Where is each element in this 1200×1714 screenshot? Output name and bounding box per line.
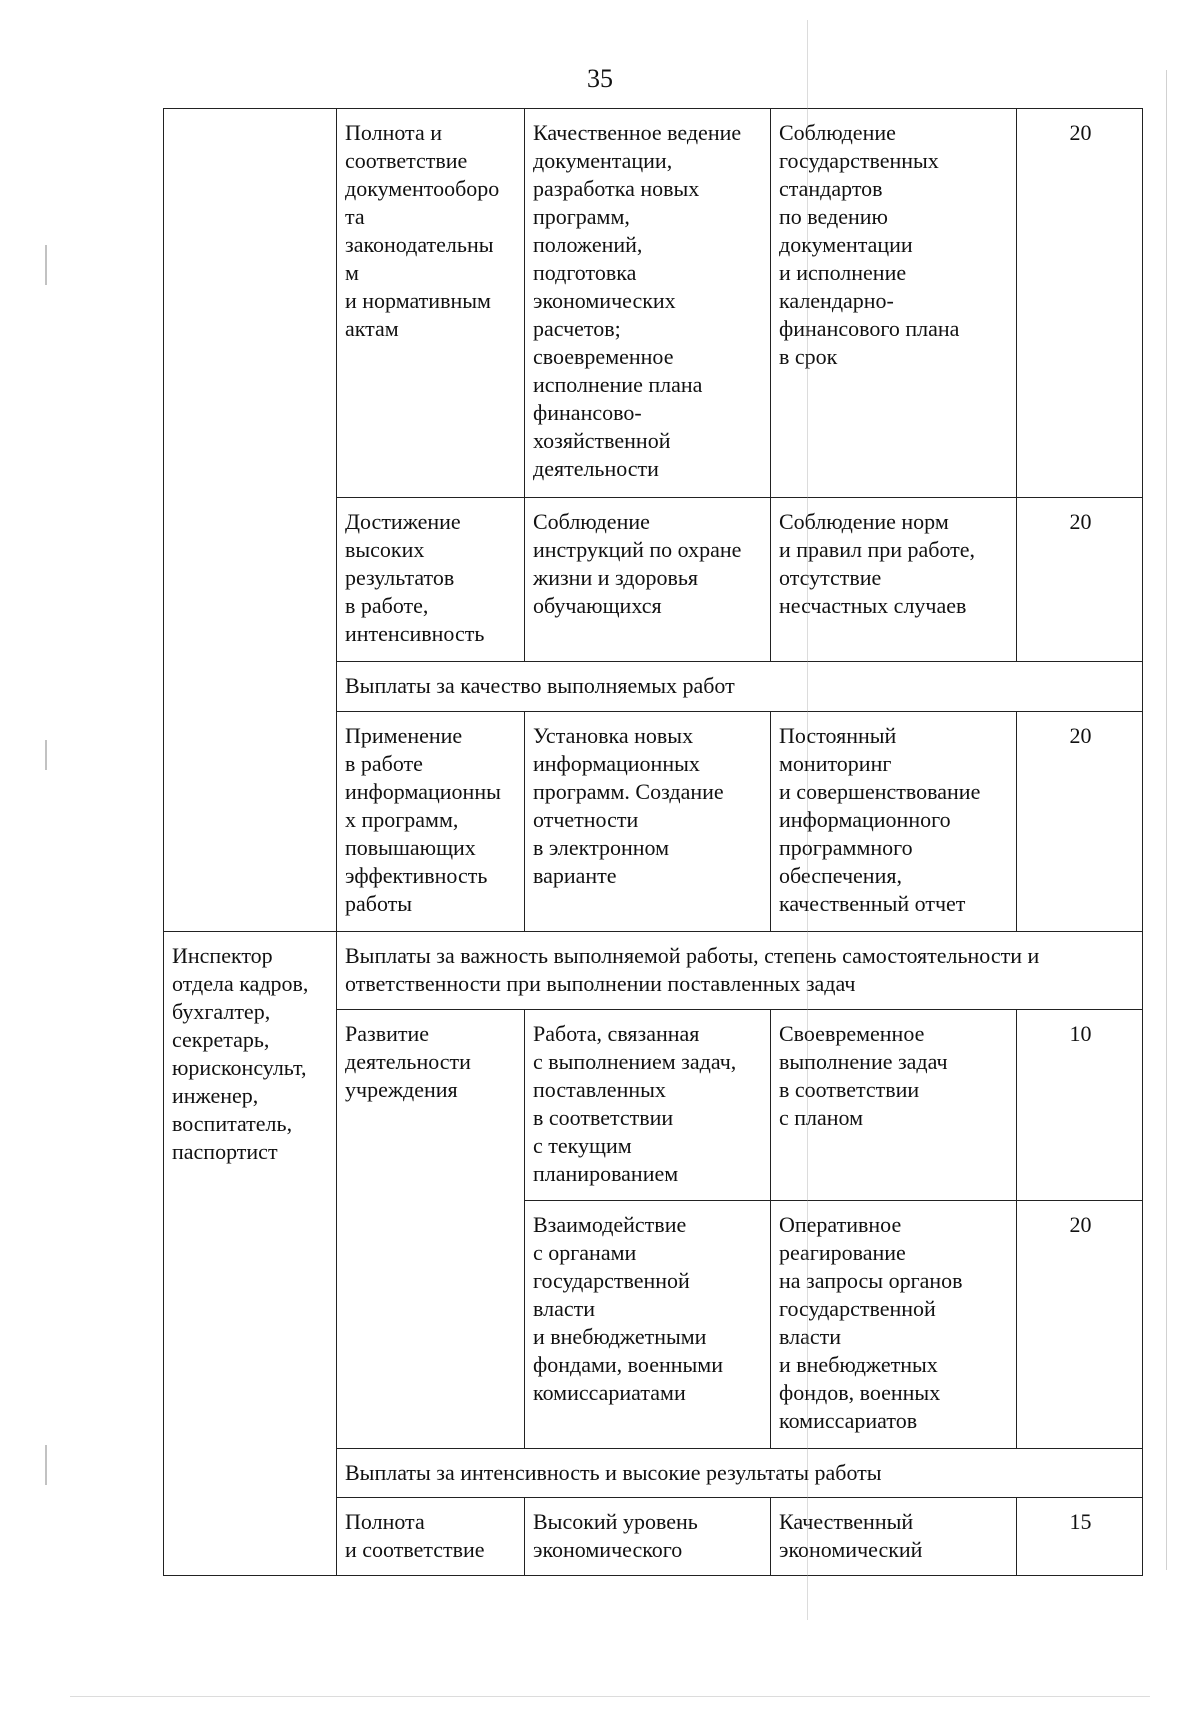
- scan-artifact-line: [45, 740, 47, 770]
- table-row: [164, 109, 1143, 498]
- points-cell: 20: [1017, 109, 1143, 498]
- section-heading-importance: Выплаты за важность выполняемой работы, степень самостоятельности и ответственности при выполнении поставленных задач: [337, 932, 1143, 1010]
- indicator-cell: Соблюдение норм и правил при работе, отсутствие несчастных случаев: [771, 498, 1017, 662]
- indicator-cell: Качественный экономический: [771, 1498, 1017, 1576]
- page-number: 35: [587, 64, 613, 93]
- position-cell-empty: [164, 109, 337, 932]
- condition-cell: Установка новых информационных программ. Создание отчетности в электронном варианте: [525, 712, 771, 932]
- scan-artifact-line: [45, 245, 47, 285]
- points-cell: 10: [1017, 1010, 1143, 1201]
- position-cell: Инспектор отдела кадров, бухгалтер, секретарь, юрисконсульт, инженер, воспитатель, паспортист: [164, 932, 337, 1576]
- section-heading-quality: Выплаты за качество выполняемых работ: [337, 662, 1143, 712]
- condition-cell: Соблюдение инструкций по охране жизни и здоровья обучающихся: [525, 498, 771, 662]
- criterion-cell: Достижение высоких результатов в работе, интенсивность: [337, 498, 525, 662]
- scan-artifact-line: [70, 1696, 1150, 1697]
- criterion-cell: Полнота и соответствие документооборо та законодательны м и нормативным актам: [337, 109, 525, 498]
- condition-cell: Высокий уровень экономического: [525, 1498, 771, 1576]
- criteria-table: [163, 108, 1143, 1576]
- scan-artifact-line: [1166, 70, 1167, 1570]
- scan-artifact-line: [45, 1445, 47, 1485]
- section-row: [164, 932, 1143, 1010]
- indicator-cell: Оперативное реагирование на запросы органов государственной власти и внебюджетных фондов, военных комиссариатов: [771, 1201, 1017, 1449]
- points-cell: 20: [1017, 712, 1143, 932]
- scan-artifact-line: [807, 20, 808, 1620]
- points-cell: 20: [1017, 1201, 1143, 1449]
- condition-cell: Взаимодействие с органами государственной власти и внебюджетными фондами, военными комиссариатами: [525, 1201, 771, 1449]
- criterion-cell: Применение в работе информационны х программ, повышающих эффективность работы: [337, 712, 525, 932]
- condition-cell: Качественное ведение документации, разработка новых программ, положений, подготовка экономических расчетов; своевременное исполнение плана финансово- хозяйственной деятельности: [525, 109, 771, 498]
- condition-cell: Работа, связанная с выполнением задач, поставленных в соответствии с текущим планированием: [525, 1010, 771, 1201]
- section-heading-intensity: Выплаты за интенсивность и высокие результаты работы: [337, 1449, 1143, 1498]
- points-cell: 15: [1017, 1498, 1143, 1576]
- criterion-cell: Развитие деятельности учреждения: [337, 1010, 525, 1449]
- indicator-cell: Своевременное выполнение задач в соответствии с планом: [771, 1010, 1017, 1201]
- indicator-cell: Соблюдение государственных стандартов по ведению документации и исполнение календарно- финансового плана в срок: [771, 109, 1017, 498]
- indicator-cell: Постоянный мониторинг и совершенствование информационного программного обеспечения, качественный отчет: [771, 712, 1017, 932]
- criterion-cell: Полнота и соответствие: [337, 1498, 525, 1576]
- points-cell: 20: [1017, 498, 1143, 662]
